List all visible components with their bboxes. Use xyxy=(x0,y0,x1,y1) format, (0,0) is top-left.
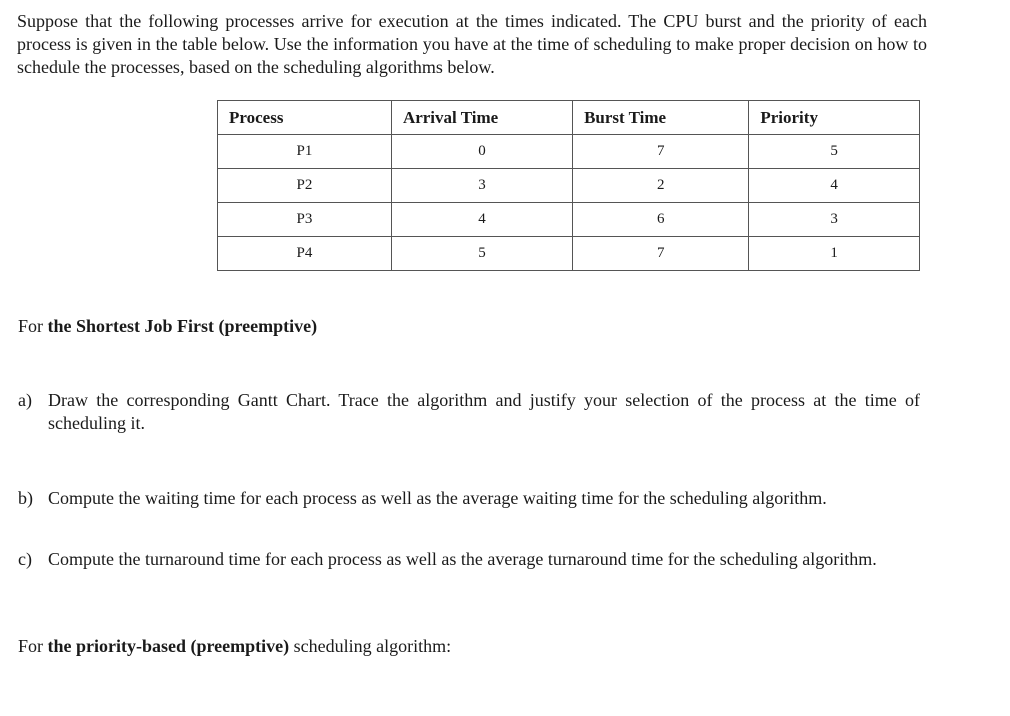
cell-burst: 7 xyxy=(573,237,749,271)
header-arrival-time: Arrival Time xyxy=(391,101,572,135)
header-process: Process xyxy=(218,101,392,135)
cell-process: P2 xyxy=(218,169,392,203)
table-row xyxy=(218,135,920,169)
cell-arrival: 4 xyxy=(391,203,572,237)
question-letter: c) xyxy=(18,549,32,569)
cell-arrival: 5 xyxy=(391,237,572,271)
priority-section-heading xyxy=(18,636,451,657)
question-text: Draw the corresponding Gantt Chart. Trace the algorithm and justify your selection of the process at the time of scheduling it. xyxy=(48,390,920,433)
question-letter: a) xyxy=(18,390,32,410)
sjf-heading-prefix: For xyxy=(18,316,48,336)
intro-paragraph: Suppose that the following processes arrive for execution at the times indicated. The CPU burst and the priority of each process is given in the table below. Use the information you have at the time of scheduling to make proper decision on how to schedule the processes, based on the scheduling algorithms below. xyxy=(17,11,927,77)
question-b xyxy=(18,487,920,510)
sjf-section-heading xyxy=(18,316,317,337)
table-row xyxy=(218,203,920,237)
sjf-heading-bold: the Shortest Job First (preemptive) xyxy=(47,316,318,336)
priority-heading-prefix: For xyxy=(18,636,48,656)
cell-burst: 6 xyxy=(573,203,749,237)
cell-arrival: 3 xyxy=(391,169,572,203)
question-text: Compute the waiting time for each process as well as the average waiting time for the scheduling algorithm. xyxy=(48,488,827,508)
table-header-row xyxy=(218,101,920,135)
cell-process: P3 xyxy=(218,203,392,237)
cell-arrival: 0 xyxy=(391,135,572,169)
cell-priority: 1 xyxy=(749,237,920,271)
priority-heading-suffix: scheduling algorithm: xyxy=(289,636,452,656)
cell-process: P1 xyxy=(218,135,392,169)
question-letter: b) xyxy=(18,488,33,508)
header-burst-time: Burst Time xyxy=(573,101,749,135)
cell-burst: 2 xyxy=(573,169,749,203)
priority-heading-bold: the priority-based (preemptive) xyxy=(47,636,290,656)
question-a xyxy=(18,389,920,435)
cell-priority: 5 xyxy=(749,135,920,169)
cell-burst: 7 xyxy=(573,135,749,169)
header-priority: Priority xyxy=(749,101,920,135)
table-row xyxy=(218,237,920,271)
question-text: Compute the turnaround time for each process as well as the average turnaround time for the scheduling algorithm. xyxy=(48,549,877,569)
table-row xyxy=(218,169,920,203)
process-table xyxy=(217,100,920,271)
cell-priority: 3 xyxy=(749,203,920,237)
question-c xyxy=(18,548,920,571)
cell-priority: 4 xyxy=(749,169,920,203)
cell-process: P4 xyxy=(218,237,392,271)
